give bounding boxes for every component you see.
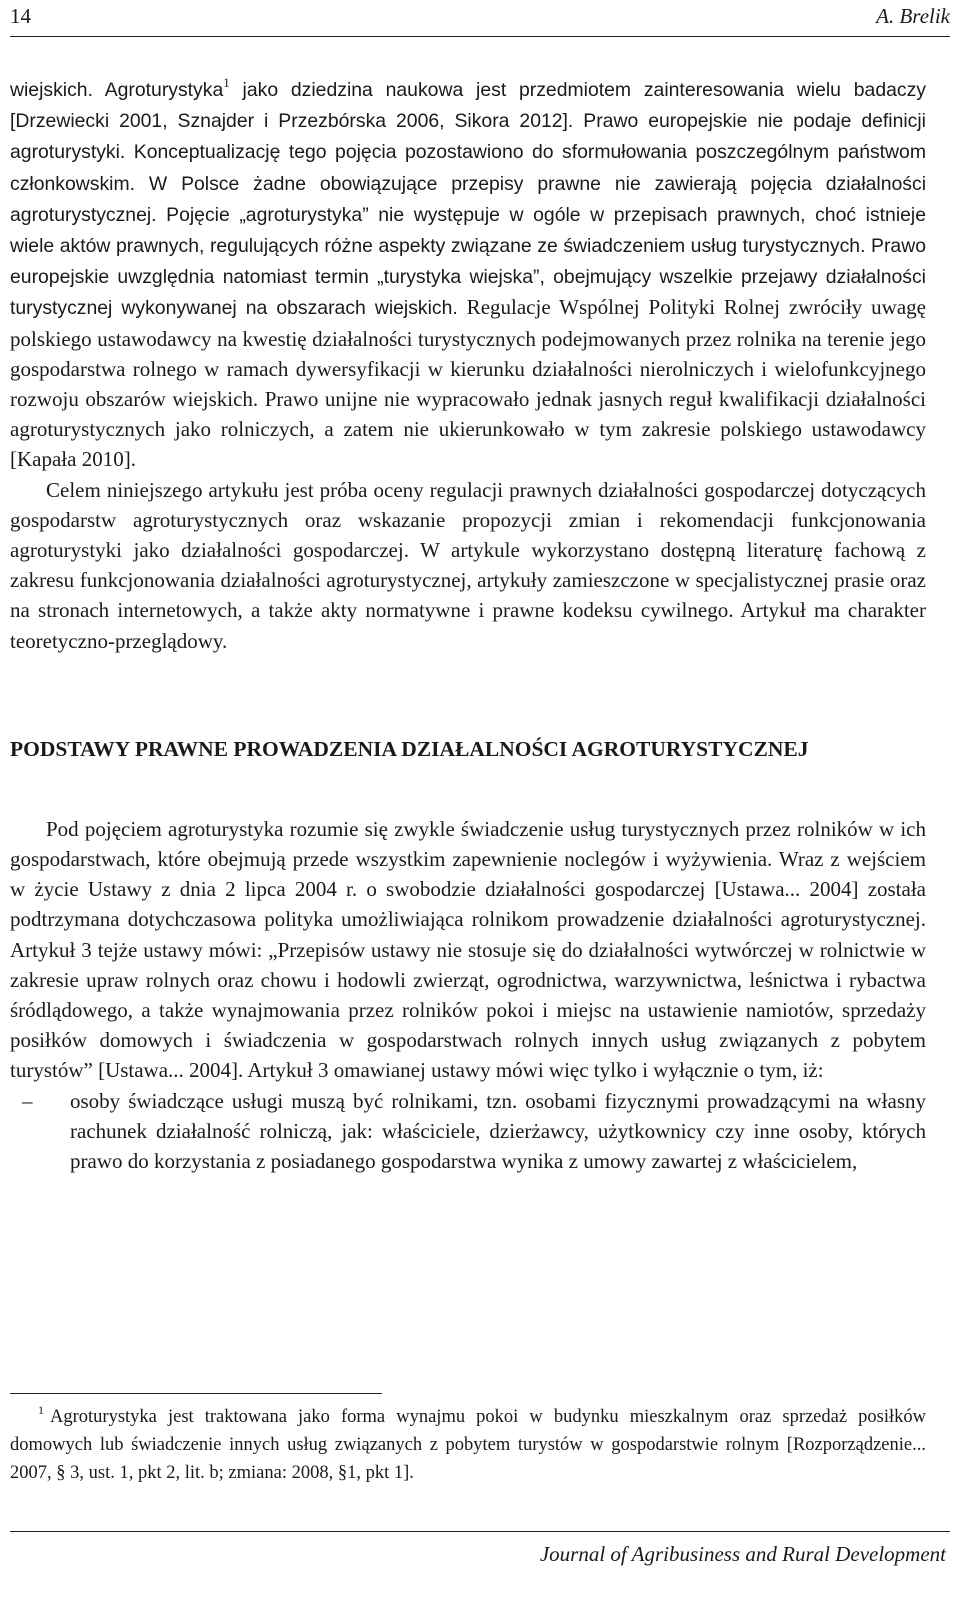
conditions-list (10, 1086, 926, 1177)
footnote-number: 1 (38, 1403, 44, 1417)
section-heading: PODSTAWY PRAWNE PROWADZENIA DZIAŁALNOŚCI AGROTURYSTYCZNEJ (10, 736, 809, 761)
running-author: A. Brelik (876, 4, 950, 28)
list-item-text: osoby świadczące usługi muszą być rolnikami, tzn. osobami fizycznymi prowadzącymi na własny rachunek działalność rolniczą, jak: właściciele, dzierżawcy, użytkownicy czy inne osoby, których prawo do korzystania z posiadanego gospodarstwa wynika z umowy zawartej z właścicielem, (70, 1088, 926, 1174)
footer-rule (10, 1531, 950, 1532)
footnote-text: Agroturystyka jest traktowana jako forma wynajmu pokoi w budynku mieszkalnym oraz sprzedaż posiłków domowych lub świadczenie innych usług związanych z pobytem turystów w gospodarstwie rolnym [Rozporządzenie... 2007, § 3, ust. 1, pkt 2, lit. b; zmiana: 2008, §1, pkt 1]. (10, 1407, 926, 1483)
page-number: 14 (10, 4, 31, 28)
list-item (10, 1086, 926, 1177)
paragraph-3: Pod pojęciem agroturystyka rozumie się zwykle świadczenie usług turystycznych przez rolników w ich gospodarstwach, które obejmują przede wszystkim zapewnienie noclegów i wyżywienia. Wraz z wejściem w życie Ustawy z dnia 2 lipca 2004 r. o swobodzie działalności gospodarczej [Ustawa... 2004] została podtrzymana dotychczasowa polityka umożliwiająca rolnikom prowadzenie działalności agroturystycznej. Artykuł 3 tejże ustawy mówi: „Przepisów ustawy nie stosuje się do działalności wytwórczej w rolnictwie w zakresie upraw rolnych oraz chowu i hodowli zwierząt, ogrodnictwa, warzywnictwa, leśnictwa i rybactwa śródlądowego, a także wynajmowania przez rolników pokoi i miejsc na ustawienie namiotów, sprzedaży posiłków domowych i świadczenia w gospodarstwach rolnych innych usług związanych z pobytem turystów” [Ustawa... 2004]. Artykuł 3 omawianej ustawy mówi więc tylko i wyłącznie o tym, iż: (10, 816, 926, 1083)
paragraph-2: Celem niniejszego artykułu jest próba oceny regulacji prawnych działalności gospodarczej dotyczących gospodarstw agroturystycznych oraz wskazanie propozycji zmian i rekomendacji funkcjonowania agroturystyki jako działalności gospodarczej. W artykule wykorzystano dostępną literaturę fachową z zakresu funkcjonowania działalności agroturystycznej, artykuły zamieszczone w specjalistycznej prasie oraz na stronach internetowych, a także akty normatywne i prawne kodeksu cywilnego. Artykuł ma charakter teoretyczno-przeglądowy. (10, 477, 926, 653)
footnote-reference: 1 (223, 75, 230, 90)
running-header (10, 4, 950, 32)
paragraph-1 (10, 74, 926, 475)
main-text (10, 74, 926, 1176)
header-rule (10, 36, 950, 37)
paragraph-1-part-c: Regulacje Wspólnej Polityki Rolnej zwróciły uwagę polskiego ustawodawcy na kwestię działalności turystycznych podejmowanych przez rolnika na terenie jego gospodarstwa rolnego w ramach dywersyfikacji w kierunku działalności nierolniczych i wielofunkcyjnego rozwoju obszarów wiejskich. Prawo unijne nie wypracowało jednak jasnych reguł kwalifikacji działalności agroturystycznych jako rolniczych, a zatem nie ukierunkowało w tym zakresie polskiego ustawodawcy [Kapała 2010]. (10, 295, 926, 472)
footnote (10, 1403, 926, 1487)
journal-footer: Journal of Agribusiness and Rural Development (539, 1542, 946, 1566)
list-dash: – (22, 1088, 33, 1113)
footnote-rule (10, 1393, 382, 1394)
paragraph-1-part-b: jako dziedzina naukowa jest przedmiotem zainteresowania wielu badaczy [Drzewiecki 2001, Sznajder i Przezbórska 2006, Sikora 2012]. Prawo europejskie nie podaje definicji agroturystyki. Konceptualizację tego pojęcia pozostawiono do sformułowania poszczególnym państwom członkowskim. W Polsce żadne obowiązujące przepisy prawne nie zawierają pojęcia działalności agroturystycznej. Pojęcie „agroturystyka” nie występuje w ogóle w przepisach prawnych, choć istnieje wiele aktów prawnych, regulujących różne aspekty związane ze świadczeniem usług turystycznych. Prawo europejskie uwzględnia natomiast termin „turystyka wiejska”, obejmujący wszelkie przejawy działalności turystycznej wykonywanej na obszarach wiejskich. (10, 79, 926, 320)
paragraph-1-part-a: wiejskich. Agroturystyka (10, 79, 224, 101)
